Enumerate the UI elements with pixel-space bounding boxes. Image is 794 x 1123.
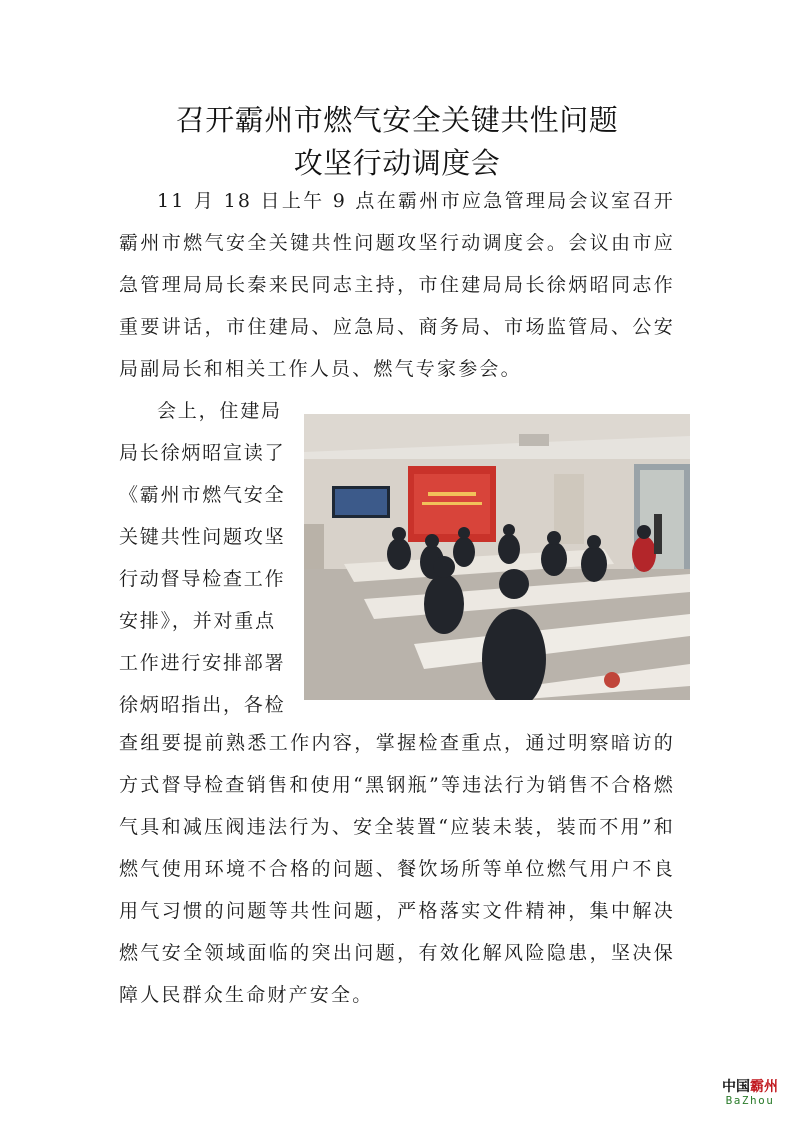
- logo-text-bazhou: 霸州: [750, 1079, 778, 1095]
- china-bazhou-logo: [718, 1076, 782, 1107]
- paragraph-2-continued: 查组要提前熟悉工作内容，掌握检查重点，通过明察暗访的方式督导检查销售和使用“黑钢瓶”等违法行为销售不合格燃气具和减压阀违法行为、安全装置“应装未装，装而不用”和燃气使用环境不合格的问题、餐饮场所等单位燃气用户不良用气习惯的问题等共性问题，严格落实文件精神，集中解决燃气安全领域面临的突出问题，有效化解风险隐患，坚决保障人民群众生命财产安全。: [119, 732, 675, 1006]
- article-title-line-1: 召开霸州市燃气安全关键共性问题: [175, 103, 619, 137]
- meeting-photo: [304, 414, 690, 700]
- logo-text-china: 中国: [722, 1079, 750, 1095]
- logo-latin: BaZhou: [725, 1094, 775, 1107]
- paragraph-1: 11 月 18 日上午 9 点在霸州市应急管理局会议室召开霸州市燃气安全关键共性问题攻坚行动调度会。会议由市应急管理局局长秦来民同志主持，市住建局局长徐炳昭同志作重要讲话，市住建局、应急局、商务局、市场监管局、公安局副局长和相关工作人员、燃气专家参会。: [119, 190, 675, 380]
- article-title-line-2: 攻坚行动调度会: [293, 146, 501, 180]
- paragraph-2-lead: 会上，住建局局长徐炳昭宣读了《霸州市燃气安全关键共性问题攻坚行动督导检查工作安排》，并对重点工作进行安排部署徐炳昭指出，各检: [119, 400, 286, 716]
